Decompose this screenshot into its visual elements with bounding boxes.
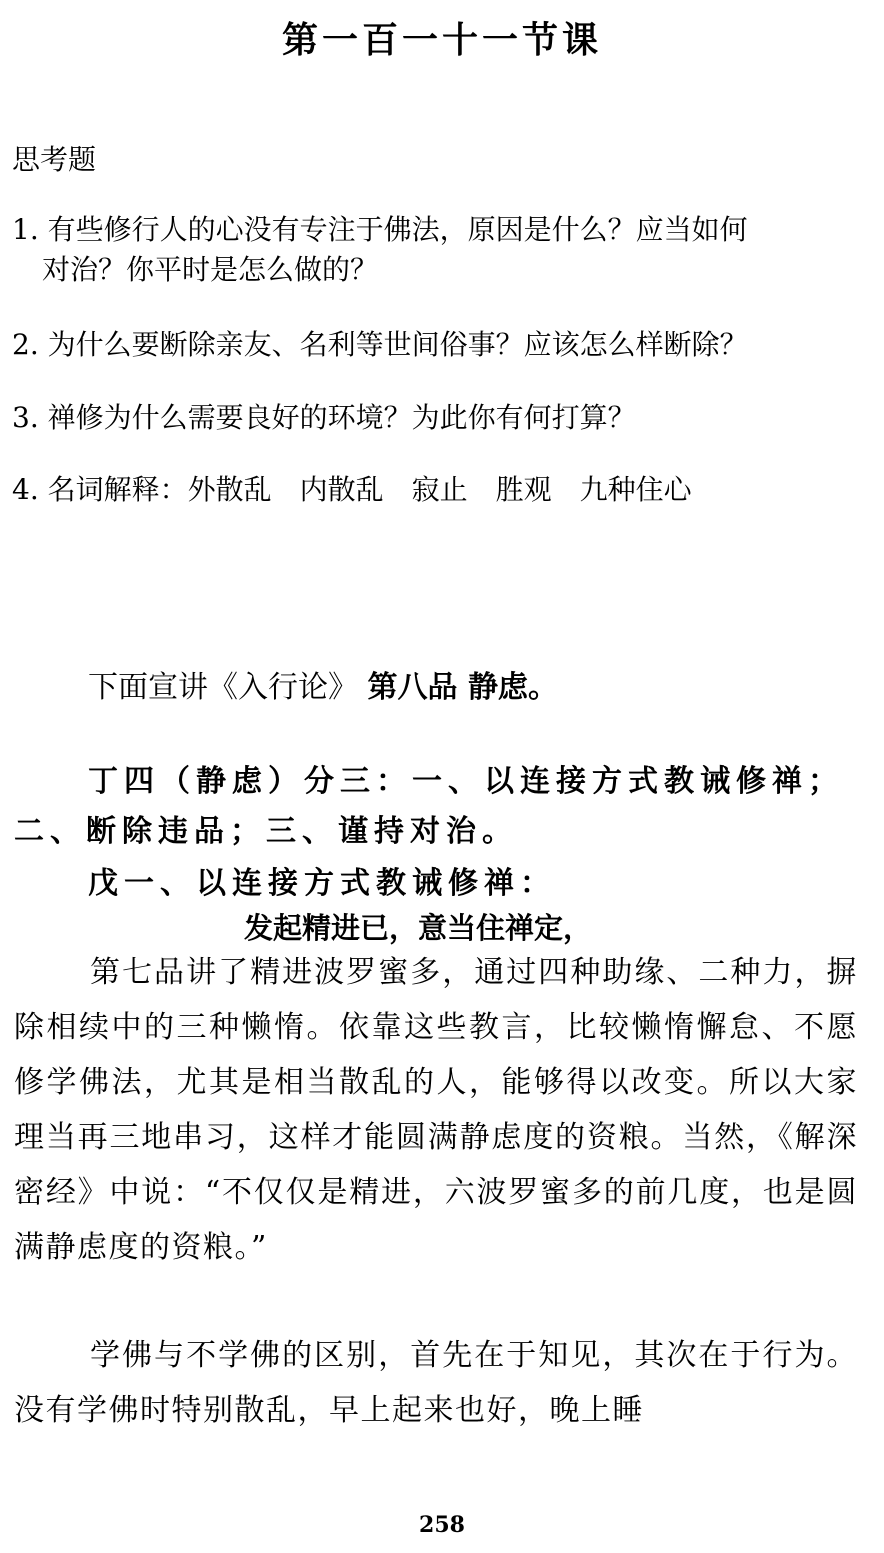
intro-line (88, 662, 558, 706)
outline-line-3: 戊一、以连接方式教诫修禅： (88, 866, 556, 901)
body-paragraph-1: 第七品讲了精进波罗蜜多，通过四种助缘、二种力，摒除相续中的三种懒惰。依靠这些教言，比较懒惰懈怠、不愿修学佛法，尤其是相当散乱的人，能够得以改变。所以大家理当再三地串习，这样才能圆满静虑度的资粮。当然，《解深密经》中说：“不仅仅是精进，六波罗蜜多的前几度，也是圆满静虑度的资粮。” (14, 955, 858, 1265)
question-1 (12, 210, 748, 290)
questions-heading: 思考题 (12, 143, 97, 176)
lesson-title: 第一百一十一节课 (281, 19, 602, 61)
outline-line-1: 丁四（静虑）分三：一、以连接方式教诫修禅； (88, 764, 844, 799)
intro-chapter: 第八品 静虑。 (367, 670, 558, 705)
question-3: 3. 禅修为什么需要良好的环境？为此你有何打算？ (12, 401, 636, 434)
outline-line-2: 二、断除违品；三、谨持对治。 (14, 814, 518, 849)
question-1-line-1: 1. 有些修行人的心没有专注于佛法，原因是什么？应当如何 (12, 213, 748, 246)
question-2: 2. 为什么要断除亲友、名利等世间俗事？应该怎么样断除？ (12, 328, 748, 361)
verse-line: 发起精进已，意当住禅定， (244, 911, 593, 945)
intro-text: 下面宣讲《入行论》 (88, 670, 358, 705)
question-4: 4. 名词解释：外散乱 内散乱 寂止 胜观 九种住心 (12, 473, 692, 506)
question-1-line-2: 对治？你平时是怎么做的？ (42, 253, 379, 286)
body-paragraph-2: 学佛与不学佛的区别，首先在于知见，其次在于行为。没有学佛时特别散乱，早上起来也好，晚上睡 (14, 1338, 858, 1428)
page-number: 258 (419, 1512, 465, 1538)
